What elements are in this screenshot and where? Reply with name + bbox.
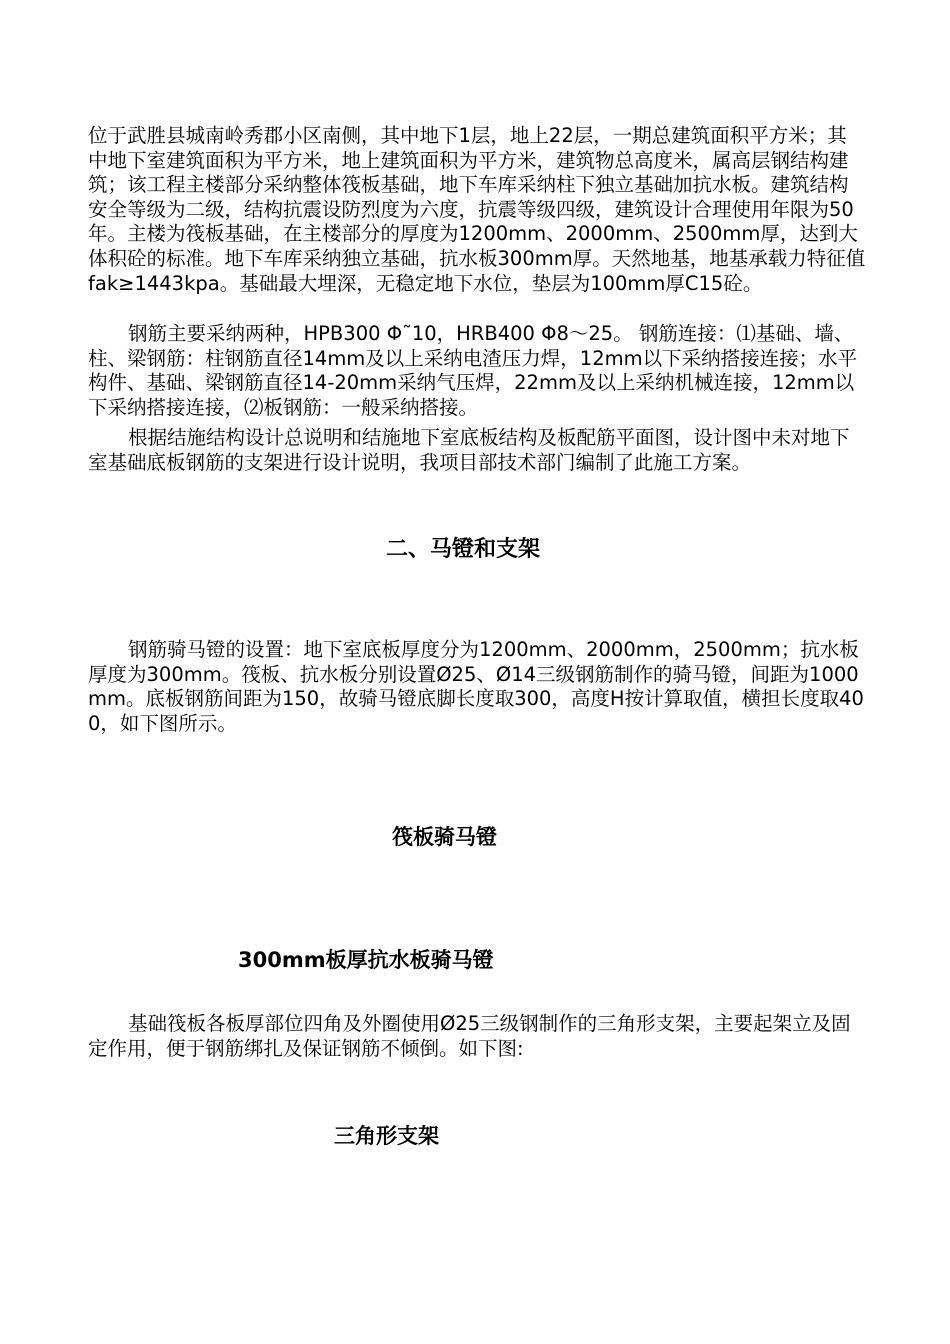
rebar-type-paragraph: 钢筋主要采纳两种，HPB300 Φ˜10，HRB400 Φ8～25。 钢筋连接：⑴基础、墙、柱、梁钢筋：柱钢筋直径14mm及以上采纳电渣压力焊，12mm以下采纳搭接连接；水平构件、基础、梁钢筋直径14-20mm采纳气压焊，22mm及以上采纳机械连接，12mm以下采纳搭接连接，⑵板钢筋：一般采纳搭接。 — [88, 322, 858, 419]
design-basis-paragraph: 根据结施结构设计总说明和结施地下室底板结构及板配筋平面图，设计图中未对地下室基础底板钢筋的支架进行设计说明，我项目部技术部门编制了此施工方案。 — [88, 426, 850, 474]
stirrup-setting-paragraph: 钢筋骑马镫的设置：地下室底板厚度分为1200mm、2000mm，2500mm；抗水板厚度为300mm。筏板、抗水板分别设置Ø25、Ø14三级钢筋制作的骑马镫，间距为1000mm。底板钢筋间距为150，故骑马镫底脚长度取300，高度H按计算取值，横担长度取400，如下图所示。 — [88, 638, 864, 735]
triangle-support-paragraph: 基础筏板各板厚部位四角及外圈使用Ø25三级钢制作的三角形支架，主要起架立及固定作用，便于钢筋绑扎及保证钢筋不倾倒。如下图: — [88, 1012, 851, 1060]
figure-title-raft-stirrup: 筏板骑马镫 — [392, 825, 497, 849]
section-heading-stirrups-supports: 二、马镫和支架 — [386, 537, 541, 562]
figure-title-waterproof-slab-stirrup: 300mm板厚抗水板骑马镫 — [238, 948, 494, 972]
project-overview-paragraph: 位于武胜县城南岭秀郡小区南侧，其中地下1层，地上22层，一期总建筑面积平方米；其中地下室建筑面积为平方米，地上建筑面积为平方米，建筑物总高度米，属高层钢结构建筑；该工程主楼部分采纳整体筏板基础，地下车库采纳柱下独立基础加抗水板。建筑结构安全等级为二级，结构抗震设防烈度为六度，抗震等级四级，建筑设计合理使用年限为50年。主楼为筏板基础，在主楼部分的厚度为1200mm、2000mm、2500mm厚，达到大体积砼的标准。地下车库采纳独立基础，抗水板300mm厚。天然地基，地基承载力特征值fak≥1443kpa。基础最大埋深，无稳定地下水位，垫层为100mm厚C15砼。 — [88, 124, 866, 295]
figure-title-triangle-support: 三角形支架 — [334, 1124, 439, 1148]
